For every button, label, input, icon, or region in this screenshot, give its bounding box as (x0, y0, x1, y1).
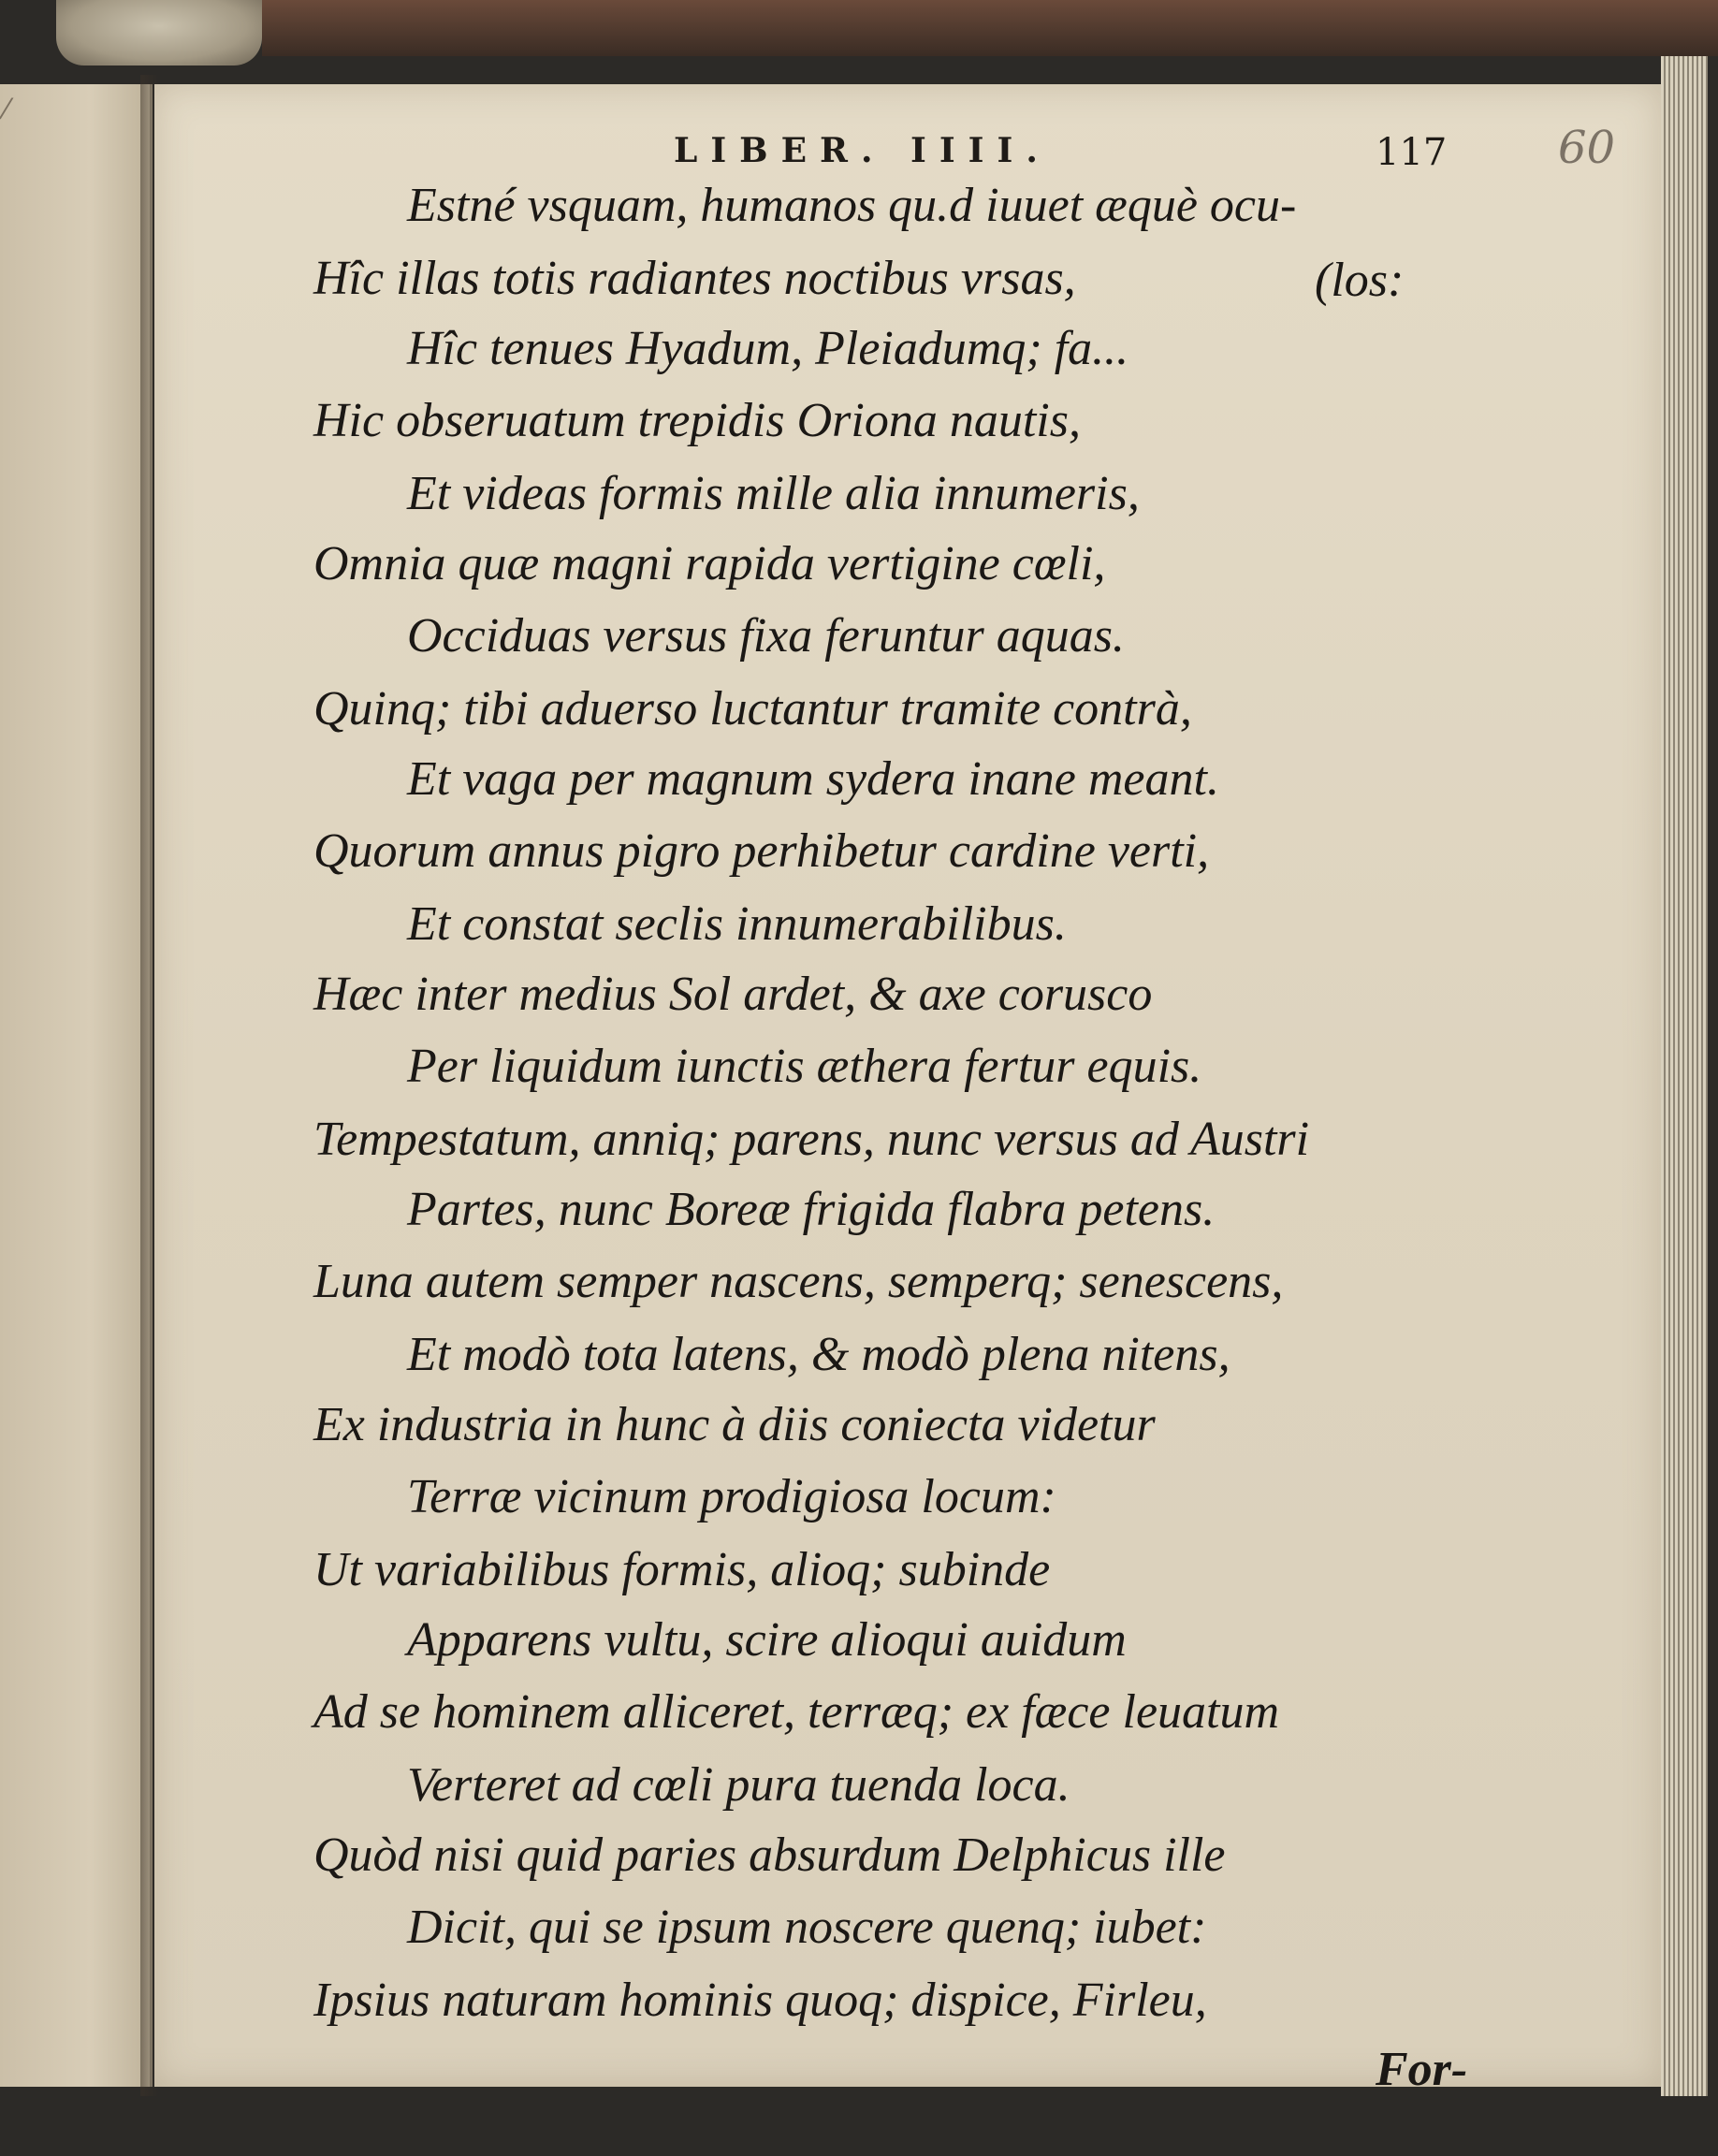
handwritten-folio-number: 60 (1558, 122, 1616, 174)
verse-line: Ad se hominem alliceret, terræq; ex fæce leuatum (313, 1685, 1280, 1739)
verse-line: Ipsius naturam hominis quoq; dispice, Firleu, (313, 1974, 1207, 2027)
verse-line: Quinq; tibi aduerso luctantur tramite contrà, (313, 682, 1192, 736)
line-continuation-note: (los: (1315, 254, 1405, 307)
verse-line: Ut variabilibus formis, alioq; subinde (313, 1543, 1051, 1596)
verse-line: Occiduas versus fixa feruntur aquas. (407, 609, 1125, 663)
verse-line: Et modò tota latens, & modò plena nitens, (407, 1328, 1230, 1381)
book-binding-top (262, 0, 1718, 56)
verse-line: Hic obseruatum trepidis Oriona nautis, (313, 394, 1081, 447)
verse-line: Luna autem semper nascens, semperq; senescens, (313, 1255, 1284, 1308)
verse-line: Dicit, qui se ipsum noscere quenq; iubet: (407, 1901, 1207, 1954)
verse-line: Tempestatum, anniq; parens, nunc versus ad Austri (313, 1113, 1310, 1166)
left-page-ink-mark: ⁄ (4, 94, 9, 126)
verse-line: Per liquidum iunctis æthera fertur equis. (407, 1040, 1202, 1093)
left-page-edge (0, 84, 153, 2087)
verse-line: Hîc tenues Hyadum, Pleiadumq; fa... (407, 322, 1129, 375)
verse-line: Quorum annus pigro perhibetur cardine verti, (313, 824, 1210, 878)
verse-line: Hæc inter medius Sol ardet, & axe corusco (313, 968, 1153, 1021)
page-number: 117 (1376, 131, 1448, 174)
verse-line: Hîc illas totis radiantes noctibus vrsas, (313, 252, 1076, 305)
verse-line: Et vaga per magnum sydera inane meant. (407, 752, 1219, 806)
page-fore-edge (1661, 56, 1708, 2096)
running-head-title: LIBER. IIII. (674, 131, 1051, 170)
verse-block (154, 84, 1661, 2096)
bookmark-ribbon (56, 0, 262, 66)
right-page (154, 84, 1661, 2096)
verse-line: Apparens vultu, scire alioqui auidum (407, 1613, 1127, 1667)
verse-line: Ex industria in hunc à diis coniecta videtur (313, 1398, 1156, 1451)
verse-line: Estné vsquam, humanos qu.d iuuet æquè ocu- (407, 179, 1297, 232)
verse-line: Omnia quæ magni rapida vertigine cœli, (313, 537, 1106, 590)
verse-line: Partes, nunc Boreæ frigida flabra petens. (407, 1183, 1216, 1236)
verse-line: Terræ vicinum prodigiosa locum: (407, 1470, 1056, 1523)
verse-line: Quòd nisi quid paries absurdum Delphicus ille (313, 1828, 1226, 1882)
verse-line: Et videas formis mille alia innumeris, (407, 467, 1140, 520)
verse-line: Verteret ad cœli pura tuenda loca. (407, 1758, 1070, 1812)
catchword: For- (1376, 2043, 1468, 2096)
verse-line: Et constat seclis innumerabilibus. (407, 897, 1067, 951)
